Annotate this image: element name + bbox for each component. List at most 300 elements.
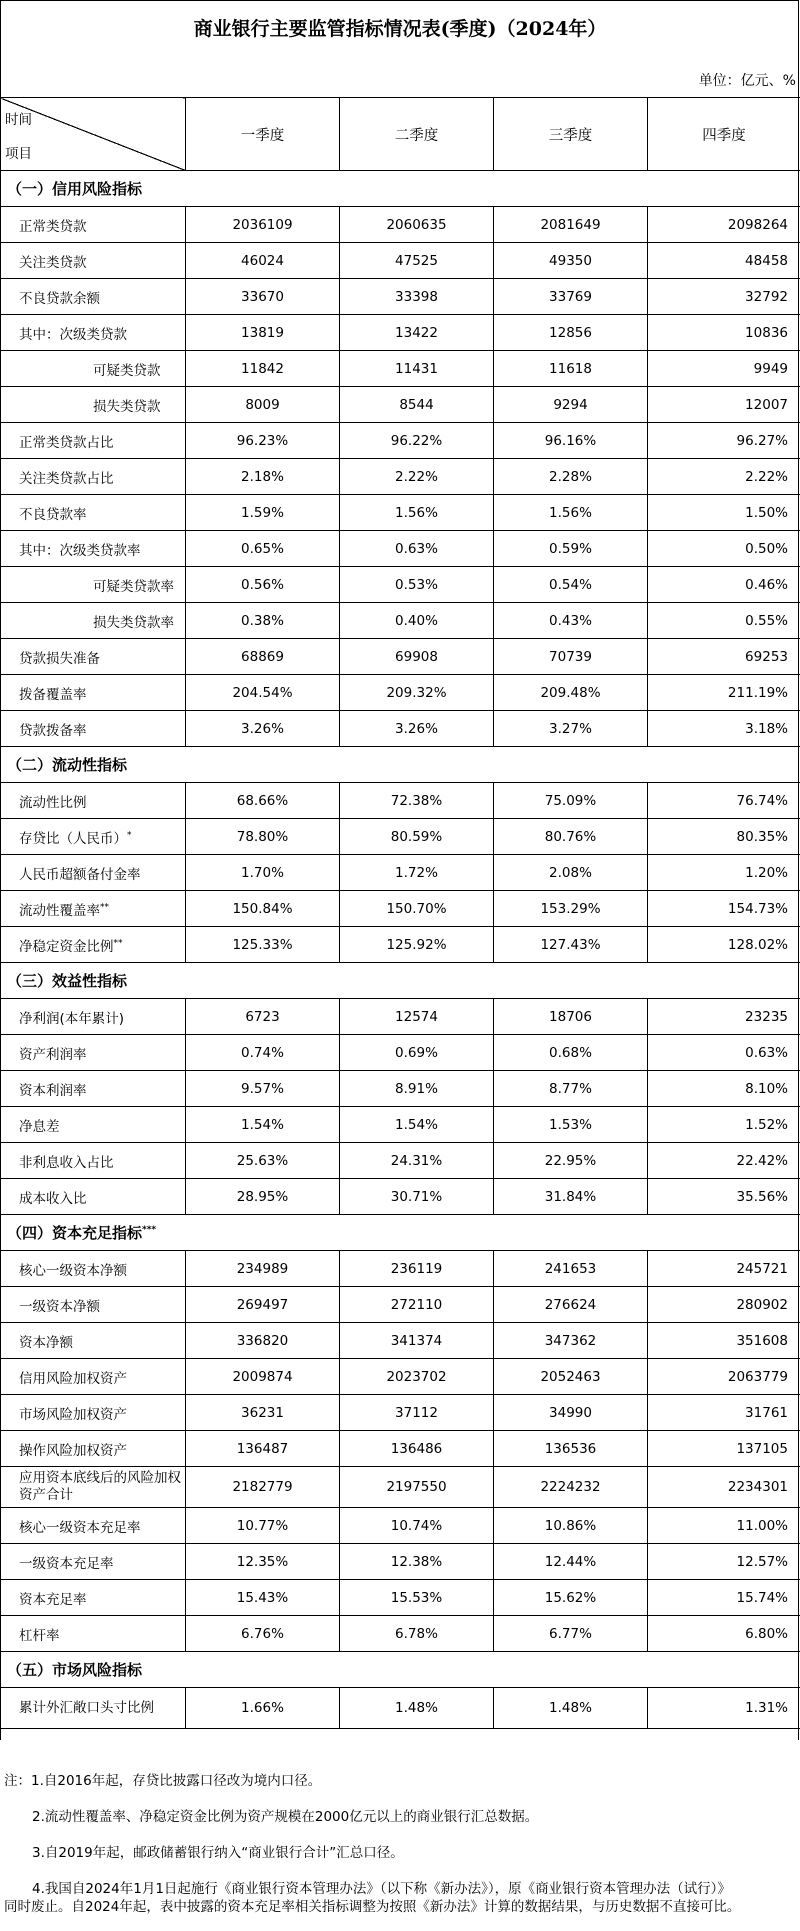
section-title bbox=[1, 171, 800, 207]
value-cell-q3: 127.43% bbox=[494, 927, 648, 963]
row-label bbox=[1, 783, 186, 819]
value-cell-q2: 12.38% bbox=[340, 1544, 494, 1580]
value-cell-q4: 35.56% bbox=[648, 1179, 800, 1215]
value-cell-q2: 1.72% bbox=[340, 855, 494, 891]
value-cell-q1: 1.54% bbox=[186, 1107, 340, 1143]
table-row bbox=[1, 531, 800, 567]
value-cell-q1: 150.84% bbox=[186, 891, 340, 927]
value-cell-q2: 1.56% bbox=[340, 495, 494, 531]
value-cell-q4: 2098264 bbox=[648, 207, 800, 243]
table-row bbox=[1, 423, 800, 459]
value-cell-q4: 154.73% bbox=[648, 891, 800, 927]
value-cell-q4: 351608 bbox=[648, 1323, 800, 1359]
row-label-text: 累计外汇敞口头寸比例 bbox=[19, 1699, 154, 1716]
value-cell-q3: 0.43% bbox=[494, 603, 648, 639]
row-label-text: 损失类贷款 bbox=[93, 398, 161, 415]
row-label-text: 一级资本净额 bbox=[19, 1298, 100, 1315]
value-cell-q3: 1.53% bbox=[494, 1107, 648, 1143]
table-row bbox=[1, 855, 800, 891]
row-label bbox=[1, 999, 186, 1035]
table-row bbox=[1, 279, 800, 315]
value-cell-q1: 8009 bbox=[186, 387, 340, 423]
value-cell-q3: 276624 bbox=[494, 1287, 648, 1323]
value-cell-q2: 11431 bbox=[340, 351, 494, 387]
value-cell-q1: 1.66% bbox=[186, 1688, 340, 1729]
value-cell-q2: 33398 bbox=[340, 279, 494, 315]
value-cell-q3: 11618 bbox=[494, 351, 648, 387]
value-cell-q1: 0.38% bbox=[186, 603, 340, 639]
value-cell-q4: 11.00% bbox=[648, 1508, 800, 1544]
row-label bbox=[1, 423, 186, 459]
table-row bbox=[1, 243, 800, 279]
section-title-text: （一）信用风险指标 bbox=[7, 180, 143, 198]
value-cell-q2: 209.32% bbox=[340, 675, 494, 711]
page-title: 商业银行主要监管指标情况表(季度)（2024年） bbox=[193, 18, 607, 40]
value-cell-q2: 80.59% bbox=[340, 819, 494, 855]
value-cell-q4: 8.10% bbox=[648, 1071, 800, 1107]
indicator-table bbox=[0, 97, 800, 1729]
table-row bbox=[1, 1544, 800, 1580]
row-label bbox=[1, 1287, 186, 1323]
value-cell-q4: 1.52% bbox=[648, 1107, 800, 1143]
row-label-text: 可疑类贷款 bbox=[93, 362, 161, 379]
value-cell-q2: 136486 bbox=[340, 1431, 494, 1467]
value-cell-q3: 96.16% bbox=[494, 423, 648, 459]
section-header-row bbox=[1, 747, 800, 783]
table-row bbox=[1, 1395, 800, 1431]
row-label bbox=[1, 1359, 186, 1395]
value-cell-q1: 15.43% bbox=[186, 1580, 340, 1616]
value-cell-q3: 49350 bbox=[494, 243, 648, 279]
section-title-text: （二）流动性指标 bbox=[7, 756, 128, 774]
row-label-text: 存贷比（人民币） bbox=[19, 830, 127, 847]
table-row bbox=[1, 1580, 800, 1616]
table-row bbox=[1, 351, 800, 387]
value-cell-q3: 33769 bbox=[494, 279, 648, 315]
row-label bbox=[1, 1508, 186, 1544]
value-cell-q4: 96.27% bbox=[648, 423, 800, 459]
value-cell-q2: 37112 bbox=[340, 1395, 494, 1431]
value-cell-q2: 15.53% bbox=[340, 1580, 494, 1616]
footnote-line: 3.自2019年起，邮政储蓄银行纳入“商业银行合计”汇总口径。 bbox=[32, 1845, 404, 1861]
value-cell-q3: 9294 bbox=[494, 387, 648, 423]
row-label bbox=[1, 531, 186, 567]
value-cell-q3: 10.86% bbox=[494, 1508, 648, 1544]
table-row bbox=[1, 1143, 800, 1179]
row-label bbox=[1, 279, 186, 315]
table-row bbox=[1, 387, 800, 423]
value-cell-q1: 336820 bbox=[186, 1323, 340, 1359]
value-cell-q3: 22.95% bbox=[494, 1143, 648, 1179]
row-label-text: 不良贷款余额 bbox=[19, 290, 100, 307]
value-cell-q4: 69253 bbox=[648, 639, 800, 675]
value-cell-q2: 0.40% bbox=[340, 603, 494, 639]
row-label-text: 拨备覆盖率 bbox=[19, 686, 87, 703]
value-cell-q2: 236119 bbox=[340, 1251, 494, 1287]
value-cell-q3: 0.59% bbox=[494, 531, 648, 567]
row-label-text: 一级资本充足率 bbox=[19, 1555, 114, 1572]
row-label bbox=[1, 243, 186, 279]
table-row bbox=[1, 999, 800, 1035]
row-label-text: 资产利润率 bbox=[19, 1046, 87, 1063]
value-cell-q1: 36231 bbox=[186, 1395, 340, 1431]
value-cell-q4: 80.35% bbox=[648, 819, 800, 855]
row-label bbox=[1, 711, 186, 747]
value-cell-q1: 13819 bbox=[186, 315, 340, 351]
table-row bbox=[1, 891, 800, 927]
table-row bbox=[1, 1359, 800, 1395]
value-cell-q3: 12856 bbox=[494, 315, 648, 351]
row-label-text: 净息差 bbox=[19, 1118, 60, 1135]
value-cell-q3: 1.56% bbox=[494, 495, 648, 531]
table-row bbox=[1, 927, 800, 963]
value-cell-q1: 136487 bbox=[186, 1431, 340, 1467]
row-label bbox=[1, 1467, 186, 1508]
value-cell-q2: 3.26% bbox=[340, 711, 494, 747]
row-label-text: 流动性覆盖率 bbox=[19, 902, 100, 919]
table-row bbox=[1, 1035, 800, 1071]
value-cell-q1: 11842 bbox=[186, 351, 340, 387]
value-cell-q4: 0.63% bbox=[648, 1035, 800, 1071]
value-cell-q4: 1.20% bbox=[648, 855, 800, 891]
value-cell-q1: 2009874 bbox=[186, 1359, 340, 1395]
section-title-text: （四）资本充足指标 bbox=[7, 1224, 143, 1242]
value-cell-q4: 1.31% bbox=[648, 1688, 800, 1729]
section-title bbox=[1, 963, 800, 999]
value-cell-q4: 22.42% bbox=[648, 1143, 800, 1179]
row-label bbox=[1, 1035, 186, 1071]
row-label-text: 关注类贷款占比 bbox=[19, 470, 114, 487]
value-cell-q1: 6723 bbox=[186, 999, 340, 1035]
value-cell-q1: 2036109 bbox=[186, 207, 340, 243]
value-cell-q2: 0.69% bbox=[340, 1035, 494, 1071]
value-cell-q4: 0.46% bbox=[648, 567, 800, 603]
table-row bbox=[1, 567, 800, 603]
value-cell-q4: 10836 bbox=[648, 315, 800, 351]
value-cell-q2: 125.92% bbox=[340, 927, 494, 963]
row-label bbox=[1, 1071, 186, 1107]
section-title bbox=[1, 1652, 800, 1688]
value-cell-q4: 2063779 bbox=[648, 1359, 800, 1395]
table-row bbox=[1, 1467, 800, 1508]
value-cell-q1: 9.57% bbox=[186, 1071, 340, 1107]
value-cell-q2: 1.54% bbox=[340, 1107, 494, 1143]
value-cell-q1: 1.70% bbox=[186, 855, 340, 891]
value-cell-q1: 125.33% bbox=[186, 927, 340, 963]
table-row bbox=[1, 639, 800, 675]
row-label-text: 关注类贷款 bbox=[19, 254, 87, 271]
value-cell-q3: 75.09% bbox=[494, 783, 648, 819]
section-header-row bbox=[1, 1652, 800, 1688]
row-label-text: 贷款拨备率 bbox=[19, 722, 87, 739]
value-cell-q1: 12.35% bbox=[186, 1544, 340, 1580]
row-label-text: 资本充足率 bbox=[19, 1591, 87, 1608]
value-cell-q1: 0.56% bbox=[186, 567, 340, 603]
value-cell-q1: 46024 bbox=[186, 243, 340, 279]
value-cell-q3: 6.77% bbox=[494, 1616, 648, 1652]
row-label bbox=[1, 567, 186, 603]
value-cell-q2: 24.31% bbox=[340, 1143, 494, 1179]
row-label-text: 可疑类贷款率 bbox=[93, 578, 174, 595]
table-row bbox=[1, 783, 800, 819]
row-label-text: 核心一级资本净额 bbox=[19, 1262, 127, 1279]
table-row bbox=[1, 1616, 800, 1652]
value-cell-q4: 245721 bbox=[648, 1251, 800, 1287]
value-cell-q4: 6.80% bbox=[648, 1616, 800, 1652]
value-cell-q3: 1.48% bbox=[494, 1688, 648, 1729]
value-cell-q2: 1.48% bbox=[340, 1688, 494, 1729]
value-cell-q1: 2182779 bbox=[186, 1467, 340, 1508]
value-cell-q4: 2234301 bbox=[648, 1467, 800, 1508]
row-label bbox=[1, 351, 186, 387]
row-label bbox=[1, 1107, 186, 1143]
row-label-text: 市场风险加权资产 bbox=[19, 1406, 127, 1423]
section-title bbox=[1, 747, 800, 783]
value-cell-q2: 272110 bbox=[340, 1287, 494, 1323]
section-header-row bbox=[1, 963, 800, 999]
row-label bbox=[1, 855, 186, 891]
value-cell-q4: 48458 bbox=[648, 243, 800, 279]
value-cell-q3: 18706 bbox=[494, 999, 648, 1035]
row-label-text: 资本净额 bbox=[19, 1334, 73, 1351]
row-label-text: 资本利润率 bbox=[19, 1082, 87, 1099]
value-cell-q3: 2.28% bbox=[494, 459, 648, 495]
row-label bbox=[1, 1688, 186, 1729]
diagonal-header-cell bbox=[1, 98, 186, 171]
value-cell-q2: 0.53% bbox=[340, 567, 494, 603]
row-label bbox=[1, 639, 186, 675]
value-cell-q1: 3.26% bbox=[186, 711, 340, 747]
section-title-footnote-mark: *** bbox=[142, 1225, 157, 1235]
value-cell-q3: 31.84% bbox=[494, 1179, 648, 1215]
table-row bbox=[1, 315, 800, 351]
value-cell-q4: 15.74% bbox=[648, 1580, 800, 1616]
value-cell-q2: 72.38% bbox=[340, 783, 494, 819]
value-cell-q2: 2197550 bbox=[340, 1467, 494, 1508]
row-label-text: 不良贷款率 bbox=[19, 506, 87, 523]
value-cell-q2: 30.71% bbox=[340, 1179, 494, 1215]
value-cell-q2: 0.63% bbox=[340, 531, 494, 567]
row-label bbox=[1, 459, 186, 495]
row-label-text: 其中：次级类贷款率 bbox=[19, 542, 141, 559]
value-cell-q3: 2052463 bbox=[494, 1359, 648, 1395]
value-cell-q1: 10.77% bbox=[186, 1508, 340, 1544]
row-label-text: 流动性比例 bbox=[19, 794, 87, 811]
value-cell-q4: 32792 bbox=[648, 279, 800, 315]
value-cell-q3: 80.76% bbox=[494, 819, 648, 855]
value-cell-q4: 137105 bbox=[648, 1431, 800, 1467]
table-row bbox=[1, 1179, 800, 1215]
value-cell-q3: 70739 bbox=[494, 639, 648, 675]
value-cell-q3: 34990 bbox=[494, 1395, 648, 1431]
row-label-text: 其中：次级类贷款 bbox=[19, 326, 127, 343]
row-label bbox=[1, 1323, 186, 1359]
value-cell-q3: 241653 bbox=[494, 1251, 648, 1287]
value-cell-q4: 3.18% bbox=[648, 711, 800, 747]
value-cell-q3: 2.08% bbox=[494, 855, 648, 891]
value-cell-q4: 76.74% bbox=[648, 783, 800, 819]
row-label bbox=[1, 675, 186, 711]
section-header-row bbox=[1, 171, 800, 207]
value-cell-q2: 12574 bbox=[340, 999, 494, 1035]
value-cell-q1: 96.23% bbox=[186, 423, 340, 459]
row-label-text: 成本收入比 bbox=[19, 1190, 87, 1207]
section-title bbox=[1, 1215, 800, 1251]
row-label bbox=[1, 315, 186, 351]
value-cell-q3: 12.44% bbox=[494, 1544, 648, 1580]
header-row bbox=[1, 98, 800, 171]
row-label bbox=[1, 207, 186, 243]
value-cell-q1: 6.76% bbox=[186, 1616, 340, 1652]
section-title-text: （三）效益性指标 bbox=[7, 972, 128, 990]
row-label-text: 操作风险加权资产 bbox=[19, 1442, 127, 1459]
row-label-text: 杠杆率 bbox=[19, 1627, 60, 1644]
footnote-line: 4.我国自2024年1月1日起施行《商业银行资本管理办法》（以下称《新办法》），原《商业银行资本管理办法（试行）》 bbox=[32, 1881, 731, 1897]
value-cell-q1: 234989 bbox=[186, 1251, 340, 1287]
value-cell-q1: 0.74% bbox=[186, 1035, 340, 1071]
value-cell-q2: 2060635 bbox=[340, 207, 494, 243]
row-label bbox=[1, 1395, 186, 1431]
quarter-header-q1: 一季度 bbox=[186, 98, 340, 171]
row-label-text: 核心一级资本充足率 bbox=[19, 1519, 141, 1536]
row-label bbox=[1, 1580, 186, 1616]
value-cell-q3: 347362 bbox=[494, 1323, 648, 1359]
table-row bbox=[1, 711, 800, 747]
row-label bbox=[1, 495, 186, 531]
value-cell-q1: 78.80% bbox=[186, 819, 340, 855]
value-cell-q4: 0.50% bbox=[648, 531, 800, 567]
row-label-text: 信用风险加权资产 bbox=[19, 1370, 127, 1387]
value-cell-q1: 0.65% bbox=[186, 531, 340, 567]
table-row bbox=[1, 207, 800, 243]
footnote-mark: ** bbox=[113, 938, 123, 948]
value-cell-q2: 150.70% bbox=[340, 891, 494, 927]
value-cell-q4: 12.57% bbox=[648, 1544, 800, 1580]
row-label-text: 正常类贷款占比 bbox=[19, 434, 114, 451]
quarter-header-q3: 三季度 bbox=[494, 98, 648, 171]
row-label bbox=[1, 387, 186, 423]
value-cell-q2: 69908 bbox=[340, 639, 494, 675]
value-cell-q2: 341374 bbox=[340, 1323, 494, 1359]
row-label bbox=[1, 1143, 186, 1179]
table-row bbox=[1, 1071, 800, 1107]
value-cell-q2: 8544 bbox=[340, 387, 494, 423]
row-label bbox=[1, 1431, 186, 1467]
value-cell-q1: 25.63% bbox=[186, 1143, 340, 1179]
item-header-label: 项目 bbox=[5, 146, 32, 162]
row-label-text: 人民币超额备付金率 bbox=[19, 866, 141, 883]
value-cell-q4: 2.22% bbox=[648, 459, 800, 495]
value-cell-q3: 209.48% bbox=[494, 675, 648, 711]
value-cell-q4: 1.50% bbox=[648, 495, 800, 531]
row-label bbox=[1, 603, 186, 639]
value-cell-q1: 1.59% bbox=[186, 495, 340, 531]
value-cell-q2: 13422 bbox=[340, 315, 494, 351]
row-label bbox=[1, 927, 186, 963]
value-cell-q3: 15.62% bbox=[494, 1580, 648, 1616]
table-row bbox=[1, 819, 800, 855]
value-cell-q1: 204.54% bbox=[186, 675, 340, 711]
table-row bbox=[1, 1287, 800, 1323]
footnote-line: 注：1.自2016年起，存贷比披露口径改为境内口径。 bbox=[4, 1773, 322, 1789]
value-cell-q2: 2023702 bbox=[340, 1359, 494, 1395]
value-cell-q2: 47525 bbox=[340, 243, 494, 279]
value-cell-q2: 6.78% bbox=[340, 1616, 494, 1652]
value-cell-q4: 211.19% bbox=[648, 675, 800, 711]
value-cell-q3: 2081649 bbox=[494, 207, 648, 243]
row-label-text: 贷款损失准备 bbox=[19, 650, 100, 667]
value-cell-q3: 8.77% bbox=[494, 1071, 648, 1107]
value-cell-q3: 3.27% bbox=[494, 711, 648, 747]
value-cell-q3: 2224232 bbox=[494, 1467, 648, 1508]
value-cell-q4: 280902 bbox=[648, 1287, 800, 1323]
value-cell-q4: 23235 bbox=[648, 999, 800, 1035]
row-label-text: 应用资本底线后的风险加权资产合计 bbox=[19, 1470, 181, 1503]
unit-label: 单位：亿元、% bbox=[698, 73, 796, 89]
table-row bbox=[1, 603, 800, 639]
row-label bbox=[1, 819, 186, 855]
table-row bbox=[1, 1107, 800, 1143]
value-cell-q1: 269497 bbox=[186, 1287, 340, 1323]
value-cell-q4: 12007 bbox=[648, 387, 800, 423]
value-cell-q1: 68869 bbox=[186, 639, 340, 675]
row-label bbox=[1, 1616, 186, 1652]
value-cell-q4: 0.55% bbox=[648, 603, 800, 639]
table-row bbox=[1, 1431, 800, 1467]
table-row bbox=[1, 675, 800, 711]
value-cell-q1: 28.95% bbox=[186, 1179, 340, 1215]
value-cell-q2: 2.22% bbox=[340, 459, 494, 495]
value-cell-q2: 96.22% bbox=[340, 423, 494, 459]
footnote-mark: ** bbox=[100, 902, 109, 912]
value-cell-q1: 2.18% bbox=[186, 459, 340, 495]
table-row bbox=[1, 1688, 800, 1729]
value-cell-q2: 8.91% bbox=[340, 1071, 494, 1107]
row-label bbox=[1, 1544, 186, 1580]
row-label-text: 净稳定资金比例 bbox=[19, 938, 114, 955]
table-row bbox=[1, 1508, 800, 1544]
value-cell-q3: 0.54% bbox=[494, 567, 648, 603]
row-label bbox=[1, 1179, 186, 1215]
quarter-header-q4: 四季度 bbox=[648, 98, 800, 171]
value-cell-q2: 10.74% bbox=[340, 1508, 494, 1544]
value-cell-q4: 128.02% bbox=[648, 927, 800, 963]
value-cell-q3: 153.29% bbox=[494, 891, 648, 927]
section-title-text: （五）市场风险指标 bbox=[7, 1661, 143, 1679]
row-label-text: 正常类贷款 bbox=[19, 218, 87, 235]
footnote-line: 同时废止。自2024年起，表中披露的资本充足率相关指标调整为按照《新办法》计算的数据结果，与历史数据不直接可比。 bbox=[4, 1899, 741, 1915]
value-cell-q1: 33670 bbox=[186, 279, 340, 315]
table-row bbox=[1, 459, 800, 495]
section-header-row bbox=[1, 1215, 800, 1251]
time-header-label: 时间 bbox=[5, 112, 32, 128]
value-cell-q4: 9949 bbox=[648, 351, 800, 387]
table-row bbox=[1, 1323, 800, 1359]
footnote-line: 2.流动性覆盖率、净稳定资金比例为资产规模在2000亿元以上的商业银行汇总数据。 bbox=[32, 1809, 539, 1825]
value-cell-q1: 68.66% bbox=[186, 783, 340, 819]
value-cell-q4: 31761 bbox=[648, 1395, 800, 1431]
value-cell-q3: 136536 bbox=[494, 1431, 648, 1467]
footnote-mark: * bbox=[127, 830, 132, 840]
table-row bbox=[1, 1251, 800, 1287]
row-label-text: 净利润(本年累计) bbox=[19, 1010, 125, 1027]
table-row bbox=[1, 495, 800, 531]
value-cell-q3: 0.68% bbox=[494, 1035, 648, 1071]
row-label bbox=[1, 1251, 186, 1287]
row-label-text: 非利息收入占比 bbox=[19, 1154, 114, 1171]
row-label-text: 损失类贷款率 bbox=[93, 614, 174, 631]
quarter-header-q2: 二季度 bbox=[340, 98, 494, 171]
